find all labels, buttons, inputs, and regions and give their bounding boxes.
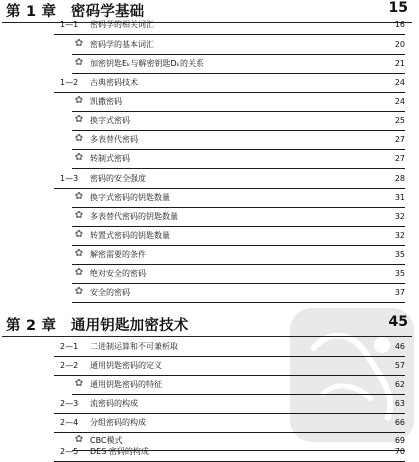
entry-title: 凯撒密码 <box>90 97 122 106</box>
toc-entry-2-4[interactable] <box>54 414 405 433</box>
entry-page: 32 <box>394 212 405 221</box>
entry-title: 古典密码技术 <box>90 78 138 87</box>
entry-title: 多表替代密码的钥匙数量 <box>90 212 178 221</box>
gear-flower-icon: ✿ <box>74 95 84 106</box>
gear-flower-icon: ✿ <box>74 38 84 49</box>
entry-number: 2—3 <box>60 399 79 408</box>
entry-title: 换字式密码 <box>90 116 130 125</box>
gear-flower-icon: ✿ <box>74 286 84 297</box>
entry-title: 二进制运算和不可兼析取 <box>90 342 178 351</box>
entry-title: DES 密码的构成 <box>90 447 149 456</box>
entry-title: 换字式密码的钥匙数量 <box>90 193 170 202</box>
entry-page: 28 <box>394 174 405 183</box>
chapter-title: 第 1 章 密码学基础 <box>6 4 145 20</box>
toc-subentry[interactable] <box>72 376 405 395</box>
gear-flower-icon: ✿ <box>74 378 84 389</box>
gear-flower-icon: ✿ <box>74 152 84 163</box>
toc-subentry[interactable] <box>72 208 405 227</box>
entry-title: CBC模式 <box>90 436 123 445</box>
chapter-page: 45 <box>388 314 408 330</box>
entry-number: 2—4 <box>60 418 79 427</box>
gear-flower-icon: ✿ <box>74 267 84 278</box>
toc-entry-2-2[interactable] <box>54 357 405 376</box>
entry-page: 69 <box>394 436 405 445</box>
entry-number: 2—1 <box>60 342 79 351</box>
entry-page: 25 <box>394 116 405 125</box>
entry-title: 通用钥匙密码的特征 <box>90 380 162 389</box>
toc-entry-2-3[interactable] <box>54 395 405 414</box>
toc-subentry[interactable] <box>72 227 405 246</box>
toc-subentry[interactable] <box>72 131 405 150</box>
entry-page: 57 <box>394 361 405 370</box>
gear-flower-icon: ✿ <box>74 114 84 125</box>
toc-subentry[interactable] <box>72 112 405 131</box>
toc-subentry[interactable] <box>72 189 405 208</box>
entry-page: 37 <box>394 288 405 297</box>
toc-subentry[interactable] <box>72 93 405 112</box>
entry-page: 32 <box>394 231 405 240</box>
entry-page: 35 <box>394 250 405 259</box>
toc-subentry[interactable] <box>72 36 405 55</box>
entry-title: 绝对安全的密码 <box>90 269 146 278</box>
entry-page: 21 <box>394 59 405 68</box>
toc-subentry[interactable] <box>72 265 405 284</box>
entry-page: 63 <box>394 399 405 408</box>
gear-flower-icon: ✿ <box>74 229 84 240</box>
entry-page: 62 <box>394 380 405 389</box>
toc-subentry[interactable] <box>72 246 405 265</box>
entry-title: 密码学的基本词汇 <box>90 40 154 49</box>
entry-title: 流密码的构成 <box>90 399 138 408</box>
entry-number: 2—2 <box>60 361 79 370</box>
gear-flower-icon: ✿ <box>74 133 84 144</box>
gear-flower-icon: ✿ <box>74 57 84 68</box>
gear-flower-icon: ✿ <box>74 434 84 445</box>
entry-number: 1—1 <box>60 20 79 29</box>
entry-title: 通用钥匙密码的定义 <box>90 361 162 370</box>
entry-title: 密码学的相关词汇 <box>90 20 154 29</box>
entry-page: 24 <box>394 97 405 106</box>
entry-page: 66 <box>394 418 405 427</box>
toc-entry-2-5[interactable] <box>54 443 405 462</box>
gear-flower-icon: ✿ <box>74 191 84 202</box>
entry-page: 16 <box>394 20 405 29</box>
chapter-2-heading[interactable] <box>2 314 412 337</box>
toc-entry-1-3[interactable] <box>54 170 405 189</box>
toc-entry-2-1[interactable] <box>54 338 405 357</box>
chapter-page: 15 <box>388 0 408 16</box>
entry-number: 2—5 <box>60 447 79 456</box>
entry-title: 安全的密码 <box>90 288 130 297</box>
entry-page: 27 <box>394 154 405 163</box>
entry-page: 20 <box>394 40 405 49</box>
entry-page: 70 <box>394 447 405 456</box>
entry-page: 27 <box>394 135 405 144</box>
entry-title: 多表替代密码 <box>90 135 138 144</box>
entry-page: 35 <box>394 269 405 278</box>
toc-subentry[interactable] <box>72 55 405 74</box>
entry-title: 分组密码的构成 <box>90 418 146 427</box>
toc-entry-1-2[interactable] <box>54 74 405 93</box>
entry-page: 24 <box>394 78 405 87</box>
entry-number: 1—3 <box>60 174 79 183</box>
entry-page: 46 <box>394 342 405 351</box>
gear-flower-icon: ✿ <box>74 248 84 259</box>
entry-title: 加密钥匙Eₖ与解密钥匙Dₖ的关系 <box>90 59 205 68</box>
entry-title: 解密需要的条件 <box>90 250 146 259</box>
gear-flower-icon: ✿ <box>74 210 84 221</box>
entry-number: 1—2 <box>60 78 79 87</box>
chapter-title: 第 2 章 通用钥匙加密技术 <box>6 318 189 334</box>
entry-title: 转置式密码的钥匙数量 <box>90 231 170 240</box>
entry-title: 密码的安全强度 <box>90 174 146 183</box>
entry-page: 31 <box>394 193 405 202</box>
entry-title: 转制式密码 <box>90 154 130 163</box>
toc-entry-1-1[interactable] <box>54 16 405 35</box>
toc-subentry[interactable] <box>72 150 405 169</box>
